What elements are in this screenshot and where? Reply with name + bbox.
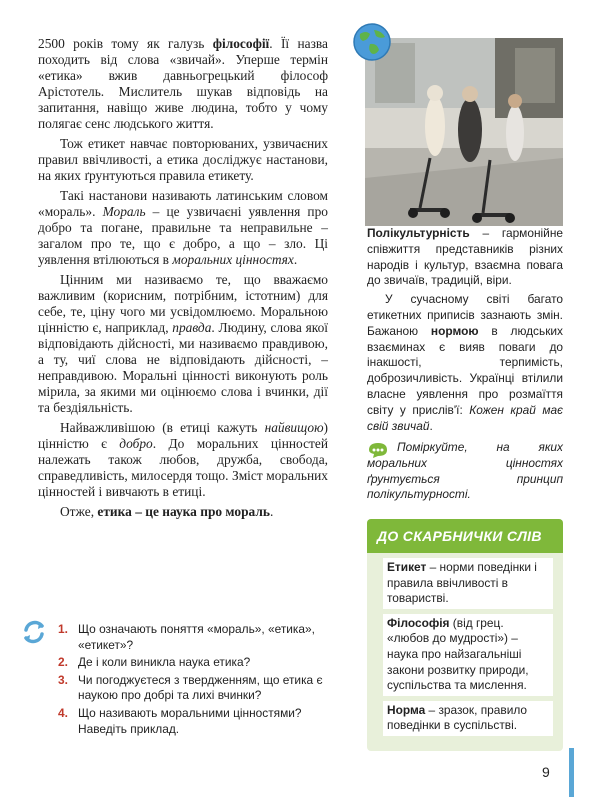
- page-number: 9: [542, 764, 550, 780]
- think-prompt: Поміркуйте, на яких моральних цінностях ґрунтується принцип полікультурності.: [367, 440, 563, 502]
- main-text-column: [38, 36, 328, 524]
- paragraph-conclusion: Отже, етика – це наука про мораль.: [60, 504, 274, 519]
- question-item: 1. Що означають поняття «мораль», «етика», «етикет»?: [58, 622, 315, 652]
- paragraph-2: Тож етикет навчає повторюваних, узвичаєних правил ввічливості, а етика досліджує настанови, на яких ґрунтуються правила етикету.: [38, 136, 328, 183]
- definition-norm: Норма – зразок, правило поведінки в суспільстві.: [383, 701, 553, 736]
- vocabulary-box: [367, 519, 563, 751]
- globe-icon: [352, 22, 392, 62]
- review-icon: [20, 618, 48, 646]
- page-edge-bar: [569, 748, 574, 797]
- street-scooters-photo: [365, 38, 563, 226]
- photo-illustration: [365, 38, 563, 226]
- paragraph-1: 2500 років тому як галузь філософії. Її назва походить від слова «звичай». Уперше термін «етика» вжив давньогрецький філософ Арістотель. Мислитель шукав відповідь на запитання, навіщо живе людина, тобто у чому полягає сенс людського життя.: [38, 36, 328, 131]
- question-item: 4. Що називають моральними цінностями? Наведіть приклад.: [58, 705, 302, 736]
- sidebar-text: [367, 226, 563, 437]
- vocabulary-box-title: ДО СКАРБНИЧКИ СЛІВ: [367, 519, 563, 553]
- think-icon: [367, 441, 389, 459]
- term-philosophy: філософії: [212, 36, 270, 51]
- paragraph-5: Найважливішою (в етиці кажуть найвищою) цінністю є добро. До моральних цінностей належать також любов, дружба, свобода, справедливість, милосердя тощо. Зміст моральних цінностей і вивчають в етиці.: [38, 420, 328, 499]
- paragraph-3: Такі настанови називають латинським словом «мораль». Мораль – це узвичаєні уявлення про добро та погане, правильне та неправильне – загалом про те, що є добро, а що – зло. Ці уявлення втілюються в моральних цінностях.: [38, 188, 328, 267]
- paragraph-4: Цінним ми називаємо те, що вважаємо важливим (корисним, потрібним, істотним) для себе, те, ціну чого ми усвідомлюємо. Моральною цінністю є, наприклад, правда. Людину, слова якої відповідають дійсності, ми називаємо правдивою, а ту, чиї слова не відповідають дійсності, – неправдивою. Моральні цінності виконують роль мірила, за якими ми оцінюємо слова і вчинки, дії та бездіяльність.: [38, 272, 328, 415]
- question-item: 3. Чи погоджуєтеся з твердженням, що етика є наукою про добрі та лихі вчинки?: [58, 672, 323, 703]
- definition-philosophy: Філософія (від грец. «любов до мудрості») – наука про найзагальніші закони розвитку природи, суспільства та мислення.: [383, 614, 553, 696]
- question-item: 2. Де і коли виникла наука етика?: [58, 655, 251, 670]
- definition-etiquette: Етикет – норми поведінки і правила ввічливості в товаристві.: [383, 558, 553, 609]
- sidebar-paragraph: У сучасному світі багато етикетних приписів зазнають змін. Бажаною нормою в людських взаєминах є вияв поваги до інакшості, терпимість, доброзичливість. Українці втілили власне уявлення про розмаїття світу у прислів'ї: Кожен край має свій звичай.: [367, 292, 563, 433]
- multiculturalism-definition: Полікультурність – гармонійне співжиття представників різних народів і культур, взаємна повага до звичаїв, традицій, віри.: [367, 226, 563, 288]
